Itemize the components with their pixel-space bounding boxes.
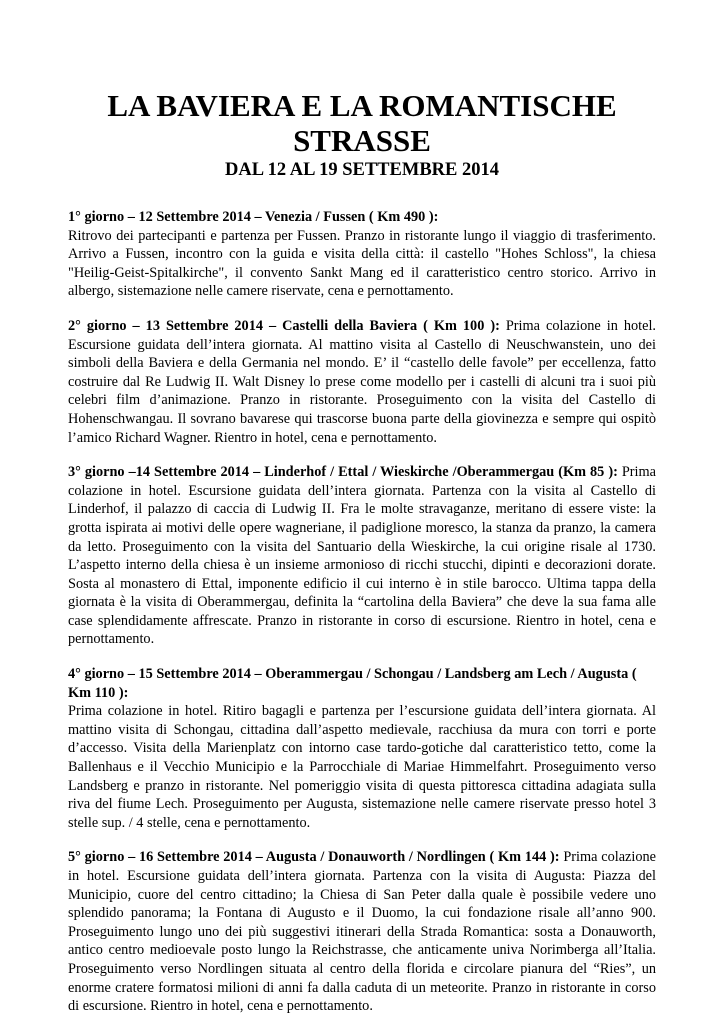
day-2-paragraph — [68, 317, 656, 447]
day-4-heading: 4° giorno – 15 Settembre 2014 – Oberammergau / Schongau / Landsberg am Lech / Augusta ( Km 110 ): — [68, 666, 637, 701]
day-4-text: Prima colazione in hotel. Ritiro bagagli e partenza per l’escursione guidata dell’intera giornata. Al mattino visita di Schongau, cittadina dall’aspetto medievale, racchiusa da mura con torri e porte d’accesso. Visita della Marienplatz con intorno case tardo-gotiche dal caratteristico tetto, come la Ballenhaus e il Vecchio Municipio e la Parrocchiale di Mariae Himmelfahrt. Proseguimento verso Landsberg e pranzo in ristorante. Nel pomeriggio visita di questa pittoresca cittadina adagiata sulla riva del fiume Lech. Proseguimento per Augusta, sistemazione nelle camere riservate presso hotel 3 stelle sup. / 4 stelle, cena e pernottamento. — [68, 703, 656, 831]
day-3-heading: 3° giorno –14 Settembre 2014 – Linderhof / Ettal / Wieskirche /Oberammergau (Km 85 ): — [68, 464, 618, 481]
day-3-text: Prima colazione in hotel. Escursione guidata dell’intera giornata. Partenza con la visita al Castello di Linderhof, il palazzo di caccia di Ludwig II. Fra le molte stravaganze, meritano di essere viste: la grotta ispirata ai motivi delle opere wagneriane, il padiglione moresco, la stanza da pranzo, la camera da letto. Proseguimento con la visita del Santuario della Wieskirche, la cui origine risale al 1730. L’aspetto interno della chiesa è un insieme armonioso di ricchi stucchi, dipinti e decorazioni dorate. Sosta al monastero di Ettal, imponente edificio il cui interno è in stile barocco. Ultima tappa della giornata è la visita di Oberammergau, definita la “cartolina della Baviera” che deve la sua fama alle case splendidamente affrescate. Pranzo in ristorante in corso di escursione. Rientro in hotel, cena e pernottamento. — [68, 464, 656, 648]
document-page — [68, 88, 656, 1032]
day-2-heading: 2° giorno – 13 Settembre 2014 – Castelli della Baviera ( Km 100 ): — [68, 317, 500, 334]
day-5-paragraph — [68, 848, 656, 1015]
document-title: LA BAVIERA E LA ROMANTISCHE STRASSE — [107, 88, 617, 158]
day-2-text: Prima colazione in hotel. Escursione guidata dell’intera giornata. Al mattino visita al Castello di Neuschwanstein, uno dei simboli della Baviera e della Germania nel mondo. E’ il “castello delle favole” per eccellenza, fatto costruire dal Re Ludwig II. Walt Disney lo prese come modello per i castelli di alcuni tra i suoi più celebri film d’animazione. Pranzo in ristorante. Proseguimento con la visita del Castello di Hohenschwangau. Il sovrano bavarese qui trascorse buona parte della giovinezza e sempre qui ospitò l’amico Richard Wagner. Rientro in hotel, cena e pernottamento. — [68, 317, 656, 446]
day-1-text: Ritrovo dei partecipanti e partenza per Fussen. Pranzo in ristorante lungo il viaggio di trasferimento. Arrivo a Fussen, incontro con la guida e visita della città: il castello "Hohes Schloss", la chiesa "Heilig-Geist-Spitalkirche", il convento Sankt Mang ed il caratteristico centro storico. Arrivo in albergo, sistemazione nelle camere riservate, cena e pernottamento. — [68, 227, 656, 300]
day-1-heading: 1° giorno – 12 Settembre 2014 – Venezia / Fussen ( Km 490 ): — [68, 209, 439, 225]
day-5-heading: 5° giorno – 16 Settembre 2014 – Augusta / Donauworth / Nordlingen ( Km 144 ): — [68, 849, 560, 866]
day-5-text: Prima colazione in hotel. Escursione guidata dell’intera giornata. Partenza con la visita di Augusta: Piazza del Municipio, cuore del centro cittadino; la Chiesa di San Peter dalla quale è possibile vedere uno splendido panorama; la Fontana di Augusto e il Duomo, la cui fondazione risale all’anno 900. Proseguimento lungo uno dei più suggestivi itinerari della Strada Romantica: sosta a Donauworth, antico centro medioevale posto lungo la Reichstrasse, che anticamente univa Norimberga all’Italia. Proseguimento verso Nordlingen situata al centro della florida e circolare pianura del “Ries”, un enorme cratere formatosi milioni di anni fa dalla caduta di un meteorite. Pranzo in ristorante in corso di escursione. Rientro in hotel, cena e pernottamento. — [68, 849, 656, 1015]
document-subtitle: DAL 12 AL 19 SETTEMBRE 2014 — [225, 160, 499, 180]
day-1-paragraph — [68, 208, 656, 301]
day-3-paragraph — [68, 463, 656, 649]
day-4-paragraph — [68, 665, 656, 832]
